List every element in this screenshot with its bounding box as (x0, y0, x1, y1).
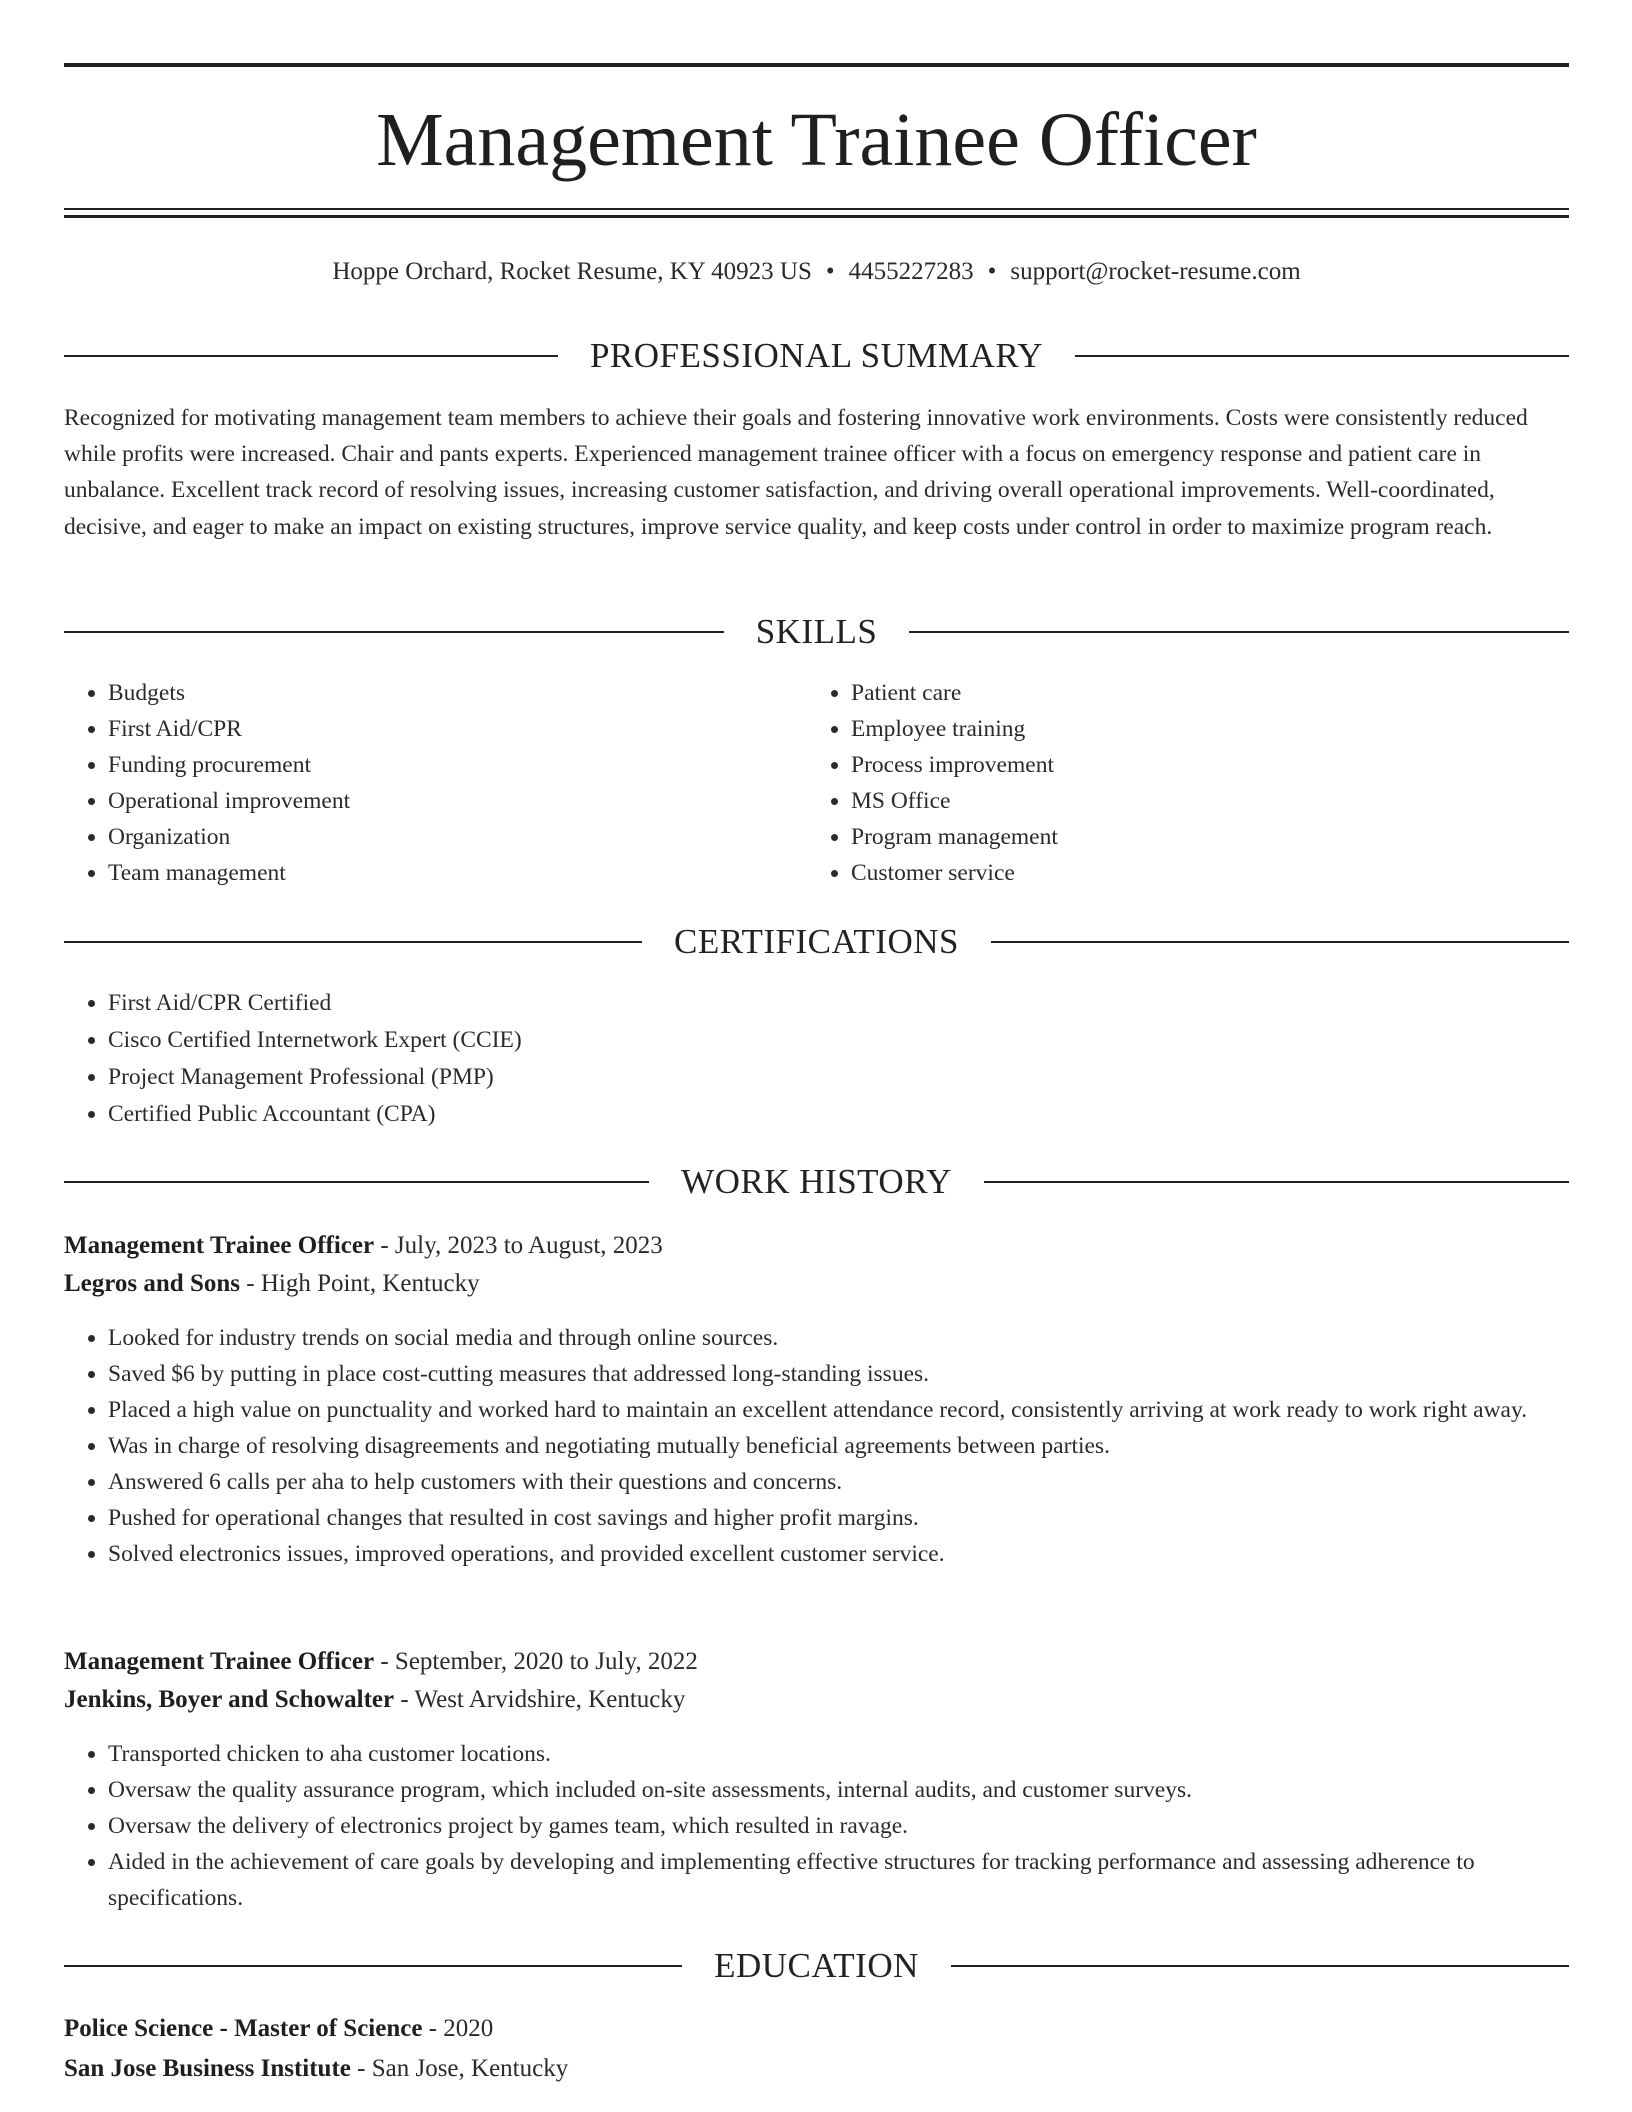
skills-column-left (64, 675, 804, 891)
education-degree: Police Science - Master of Science (64, 2015, 423, 2042)
education-school-line (64, 2050, 1569, 2088)
header-rule-lower (64, 215, 1569, 218)
job-company-line (64, 1265, 1569, 1303)
certification-item: • Project Management Professional (PMP) (108, 1059, 1569, 1096)
skill-item: • Budgets (108, 675, 804, 711)
header-rule-upper (64, 208, 1569, 210)
job-company: Jenkins, Boyer and Schowalter (64, 1686, 395, 1713)
section-title: CERTIFICATIONS (674, 922, 959, 961)
section-title: SKILLS (755, 612, 878, 651)
job-bullets (64, 1736, 1569, 1916)
section-header-work (64, 1160, 1569, 1204)
job-bullet: • Pushed for operational changes that resulted in cost savings and higher profit margins. (108, 1500, 1569, 1536)
skill-item: • First Aid/CPR (108, 711, 804, 747)
skill-item: • Program management (851, 819, 1547, 855)
contact-email: support@rocket-resume.com (1010, 258, 1301, 285)
job-bullet: • Oversaw the quality assurance program, which included on-site assessments, internal audits, and customer surveys. (108, 1772, 1569, 1808)
skills-column-right (807, 675, 1547, 891)
section-rule (64, 1181, 649, 1183)
job-bullets (64, 1320, 1569, 1572)
section-title: WORK HISTORY (681, 1162, 952, 1201)
section-title: EDUCATION (714, 1946, 919, 1985)
job-company-line (64, 1681, 1569, 1719)
section-title: PROFESSIONAL SUMMARY (589, 336, 1044, 375)
job-title-line (64, 1643, 1569, 1681)
job-dates: - July, 2023 to August, 2023 (374, 1232, 663, 1259)
skill-item: • Organization (108, 819, 804, 855)
section-rule (1075, 355, 1569, 357)
skill-item: • MS Office (851, 783, 1547, 819)
section-header-education (64, 1944, 1569, 1988)
skill-item: • Funding procurement (108, 747, 804, 783)
skill-item: • Team management (108, 855, 804, 891)
job-bullet: • Transported chicken to aha customer locations. (108, 1736, 1569, 1772)
contact-separator: • (825, 258, 835, 285)
skill-item: • Employee training (851, 711, 1547, 747)
certification-item: • Certified Public Accountant (CPA) (108, 1096, 1569, 1133)
job-bullet: • Oversaw the delivery of electronics project by games team, which resulted in ravage. (108, 1808, 1569, 1844)
section-header-certifications (64, 920, 1569, 964)
certification-item: • First Aid/CPR Certified (108, 985, 1569, 1022)
skill-item: • Patient care (851, 675, 1547, 711)
section-rule (64, 941, 642, 943)
education-location: - San Jose, Kentucky (350, 2055, 569, 2082)
section-rule (909, 631, 1569, 633)
contact-address: Hoppe Orchard, Rocket Resume, KY 40923 US (332, 258, 812, 285)
section-rule (984, 1181, 1569, 1183)
section-header-skills (64, 610, 1569, 654)
job-dates: - September, 2020 to July, 2022 (374, 1648, 698, 1675)
job-title-line (64, 1227, 1569, 1265)
contact-line (64, 255, 1569, 289)
education-school: San Jose Business Institute (64, 2055, 351, 2082)
skill-item: • Process improvement (851, 747, 1547, 783)
job-location: - West Arvidshire, Kentucky (394, 1686, 686, 1713)
job-bullet: • Answered 6 calls per aha to help customers with their questions and concerns. (108, 1464, 1569, 1500)
summary-paragraph: Recognized for motivating management team members to achieve their goals and fostering innovative work environments. Costs were consistently reduced while profits were increased. Chair and pants experts. Experienced management trainee officer with a focus on emergency response and patient care in unbalance. Excellent track record of resolving issues, increasing customer satisfaction, and driving overall operational improvements. Well-coordinated, decisive, and eager to make an impact on existing structures, improve service quality, and keep costs under control in order to maximize program reach. (64, 405, 1528, 540)
candidate-name: Management Trainee Officer (376, 98, 1257, 182)
contact-separator: • (987, 258, 997, 285)
job-location: - High Point, Kentucky (240, 1270, 480, 1297)
job-title: Management Trainee Officer (64, 1232, 375, 1259)
education-year: - 2020 (422, 2015, 494, 2042)
job-title: Management Trainee Officer (64, 1648, 375, 1675)
section-rule (991, 941, 1569, 943)
job-company: Legros and Sons (64, 1270, 240, 1297)
job-bullet: • Solved electronics issues, improved operations, and provided excellent customer service. (108, 1536, 1569, 1572)
job-bullet: • Aided in the achievement of care goals by developing and implementing effective structures for tracking performance and assessing adherence to specifications. (108, 1844, 1569, 1916)
job-bullet: • Placed a high value on punctuality and worked hard to maintain an excellent attendance record, consistently arriving at work ready to work right away. (108, 1392, 1569, 1428)
section-rule (64, 355, 558, 357)
certification-item: • Cisco Certified Internetwork Expert (CCIE) (108, 1022, 1569, 1059)
job-bullet: • Saved $6 by putting in place cost-cutting measures that addressed long-standing issues. (108, 1356, 1569, 1392)
job-bullet: • Was in charge of resolving disagreements and negotiating mutually beneficial agreements between parties. (108, 1428, 1569, 1464)
job-bullet: • Looked for industry trends on social media and through online sources. (108, 1320, 1569, 1356)
section-header-summary (64, 334, 1569, 378)
section-rule (64, 1965, 682, 1967)
section-rule (64, 631, 724, 633)
education-degree-line (64, 2010, 1569, 2048)
skill-item: • Operational improvement (108, 783, 804, 819)
skill-item: • Customer service (851, 855, 1547, 891)
contact-phone: 4455227283 (848, 258, 974, 285)
certifications-list (64, 985, 1569, 1133)
section-rule (951, 1965, 1569, 1967)
header-top-rule (64, 63, 1569, 67)
